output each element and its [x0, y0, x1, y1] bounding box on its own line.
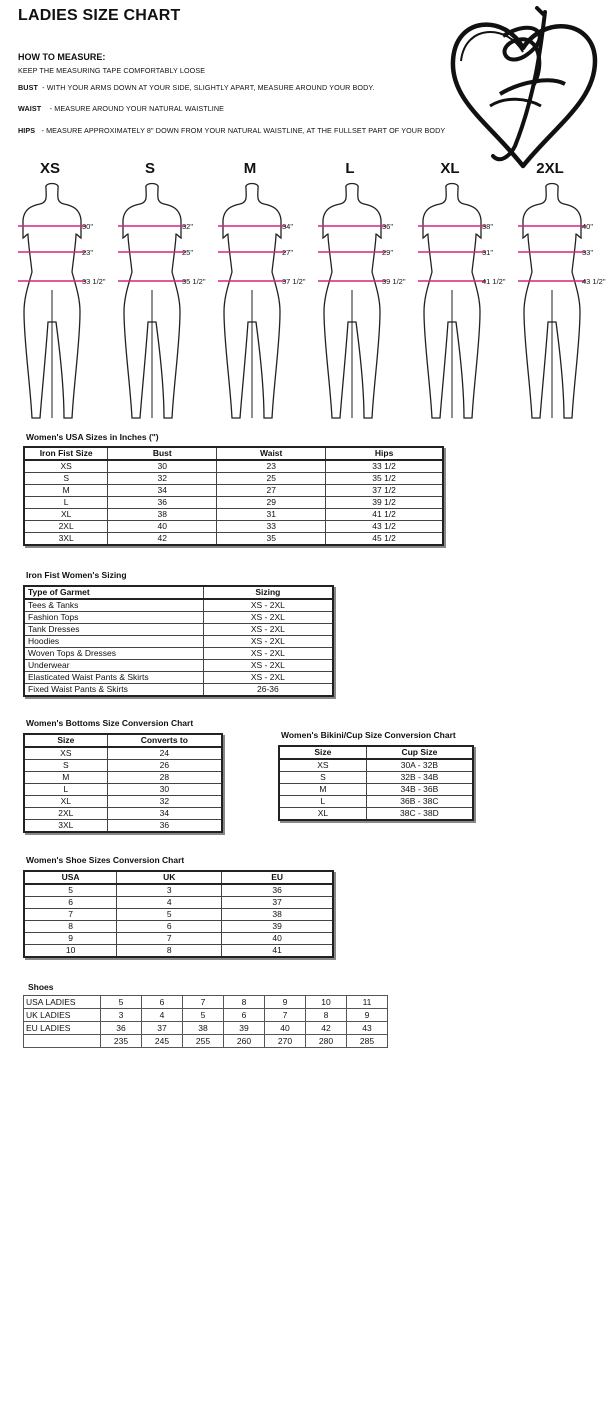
table-row — [24, 933, 333, 945]
table-row — [24, 684, 333, 697]
table-cell: XS - 2XL — [203, 624, 333, 636]
mannequin-icon — [518, 182, 590, 422]
table-row — [279, 784, 473, 796]
table-cell: 5 — [24, 884, 117, 897]
table-cell: 235 — [101, 1035, 142, 1048]
table-cell: 30 — [107, 784, 222, 796]
table-cell: 40 — [222, 933, 333, 945]
table-cell: 9 — [347, 1009, 388, 1022]
figure-size-label: XL — [440, 160, 460, 177]
table-cell: XS - 2XL — [203, 636, 333, 648]
bust-label: BUST — [18, 83, 38, 92]
table-cell: 26-36 — [203, 684, 333, 697]
table-header-row — [279, 746, 473, 759]
table-cell: 6 — [142, 996, 183, 1009]
bottoms-conversion-table — [23, 733, 223, 833]
table-cell: 7 — [24, 909, 117, 921]
bust-text: - WITH YOUR ARMS DOWN AT YOUR SIDE, SLIGHTLY APART, MEASURE AROUND YOUR BODY. — [42, 83, 375, 92]
table-cell: 9 — [265, 996, 306, 1009]
figure-size-label: 2XL — [536, 160, 564, 177]
table-cell: 280 — [306, 1035, 347, 1048]
table-cell: 41 — [222, 945, 333, 958]
table-row — [24, 1035, 388, 1048]
waist-label: WAIST — [18, 104, 42, 113]
table-cell: XS - 2XL — [203, 648, 333, 660]
shoes-table — [23, 995, 388, 1048]
table-cell: XS — [24, 747, 107, 760]
table-cell: UK LADIES — [24, 1009, 101, 1022]
hips-label: HIPS — [18, 126, 36, 135]
bust-measurement: 34" — [282, 222, 294, 231]
table-row — [24, 784, 222, 796]
table-row — [24, 945, 333, 958]
shoe-sizes-title: Women's Shoe Sizes Conversion Chart — [26, 855, 185, 865]
hips-measurement: 35 1/2" — [182, 277, 206, 286]
table-cell: 285 — [347, 1035, 388, 1048]
mannequin-icon — [118, 182, 190, 422]
table-cell: 8 — [24, 921, 117, 933]
table-row — [24, 820, 222, 833]
table-row — [279, 808, 473, 821]
waist-text: - MEASURE AROUND YOUR NATURAL WAISTLINE — [49, 104, 225, 113]
table-cell: 24 — [107, 747, 222, 760]
bust-instruction — [18, 83, 374, 92]
table-row — [24, 897, 333, 909]
table-cell: 8 — [306, 1009, 347, 1022]
table-cell: 39 — [224, 1022, 265, 1035]
table-row — [279, 759, 473, 772]
figure-size-label: M — [243, 160, 257, 177]
hips-measurement: 33 1/2" — [82, 277, 106, 286]
table-cell: 3XL — [24, 533, 108, 546]
table-cell: 270 — [265, 1035, 306, 1048]
column-header: Waist — [217, 447, 326, 460]
figure-size-label: XS — [39, 160, 60, 177]
table-cell: EU LADIES — [24, 1022, 101, 1035]
table-cell: 43 — [347, 1022, 388, 1035]
table-cell: M — [24, 772, 107, 784]
table-row — [24, 460, 443, 473]
table-cell: 38C - 38D — [366, 808, 473, 821]
column-header: Size — [24, 734, 107, 747]
table-cell: XS — [24, 460, 108, 473]
table-cell: 2XL — [24, 521, 108, 533]
usa-sizes-title: Women's USA Sizes in Inches (") — [26, 432, 159, 442]
table-cell: Woven Tops & Dresses — [24, 648, 203, 660]
sizing-title: Iron Fist Women's Sizing — [26, 570, 127, 580]
bottoms-title: Women's Bottoms Size Conversion Chart — [26, 718, 194, 728]
table-row — [24, 921, 333, 933]
column-header: Bust — [108, 447, 217, 460]
table-cell: M — [24, 485, 108, 497]
waist-measurement: 33" — [582, 248, 594, 257]
table-cell: XS — [279, 759, 366, 772]
table-row — [24, 808, 222, 820]
column-header: Sizing — [203, 586, 333, 599]
table-cell: 8 — [117, 945, 222, 958]
table-row — [24, 672, 333, 684]
hips-measurement: 37 1/2" — [282, 277, 306, 286]
table-cell: 36 — [107, 820, 222, 833]
hips-measurement: 41 1/2" — [482, 277, 506, 286]
column-header: Iron Fist Size — [24, 447, 108, 460]
table-cell: Underwear — [24, 660, 203, 672]
table-row — [24, 660, 333, 672]
table-cell: 255 — [183, 1035, 224, 1048]
table-cell: 2XL — [24, 808, 107, 820]
table-row — [24, 648, 333, 660]
table-row — [24, 485, 443, 497]
mannequin-icon — [218, 182, 290, 422]
table-row — [24, 796, 222, 808]
figure-size-label: L — [345, 160, 355, 177]
table-cell: 32B - 34B — [366, 772, 473, 784]
bust-measurement: 32" — [182, 222, 194, 231]
table-cell: 42 — [306, 1022, 347, 1035]
table-cell: 3 — [101, 1009, 142, 1022]
table-cell: XL — [24, 796, 107, 808]
table-cell: Tank Dresses — [24, 624, 203, 636]
table-cell: 28 — [107, 772, 222, 784]
table-cell: XS - 2XL — [203, 672, 333, 684]
mannequin-icon — [18, 182, 90, 422]
table-cell: 29 — [217, 497, 326, 509]
column-header: USA — [24, 871, 117, 884]
table-cell: XS - 2XL — [203, 660, 333, 672]
table-row — [24, 473, 443, 485]
table-cell: 6 — [24, 897, 117, 909]
bust-measurement: 30" — [82, 222, 94, 231]
table-cell: XL — [279, 808, 366, 821]
mannequin-icon — [418, 182, 490, 422]
table-row — [24, 612, 333, 624]
table-row — [24, 533, 443, 546]
column-header: Type of Garmet — [24, 586, 203, 599]
table-cell: 9 — [24, 933, 117, 945]
mannequin-figure — [418, 160, 506, 426]
bust-measurement: 40" — [582, 222, 594, 231]
table-cell: 43 1/2 — [326, 521, 443, 533]
table-cell: 32 — [107, 796, 222, 808]
waist-instruction — [18, 104, 224, 113]
table-cell: 36 — [101, 1022, 142, 1035]
table-cell: 35 — [217, 533, 326, 546]
table-row — [24, 636, 333, 648]
table-cell: L — [279, 796, 366, 808]
table-row — [24, 1009, 388, 1022]
table-cell: 5 — [101, 996, 142, 1009]
table-row — [24, 599, 333, 612]
table-cell: 11 — [347, 996, 388, 1009]
table-cell — [24, 1035, 101, 1048]
table-cell: 41 1/2 — [326, 509, 443, 521]
how-to-intro: KEEP THE MEASURING TAPE COMFORTABLY LOOSE — [18, 66, 206, 75]
garment-sizing-table — [23, 585, 334, 697]
table-cell: 42 — [108, 533, 217, 546]
page-title: LADIES SIZE CHART — [18, 7, 181, 24]
table-cell: S — [279, 772, 366, 784]
bust-measurement: 38" — [482, 222, 494, 231]
table-row — [24, 996, 388, 1009]
table-cell: 36 — [222, 884, 333, 897]
column-header: UK — [117, 871, 222, 884]
table-row — [24, 1022, 388, 1035]
table-cell: 33 1/2 — [326, 460, 443, 473]
table-cell: 245 — [142, 1035, 183, 1048]
waist-measurement: 23" — [82, 248, 94, 257]
usa-sizes-table — [23, 446, 444, 546]
column-header: Size — [279, 746, 366, 759]
mannequin-icon — [318, 182, 390, 422]
table-cell: Elasticated Waist Pants & Skirts — [24, 672, 203, 684]
column-header: Hips — [326, 447, 443, 460]
table-row — [24, 884, 333, 897]
table-cell: S — [24, 473, 108, 485]
hips-text: - MEASURE APPROXIMATELY 8" DOWN FROM YOUR NATURAL WAISTLINE, AT THE FULLSET PART OF YOUR BODY — [41, 126, 446, 135]
table-cell: 34 — [107, 808, 222, 820]
table-cell: 30A - 32B — [366, 759, 473, 772]
table-cell: 27 — [217, 485, 326, 497]
table-cell: Fashion Tops — [24, 612, 203, 624]
table-cell: 31 — [217, 509, 326, 521]
table-cell: 40 — [108, 521, 217, 533]
hips-instruction — [18, 126, 445, 135]
table-cell: 7 — [117, 933, 222, 945]
table-header-row — [24, 871, 333, 884]
table-cell: 5 — [117, 909, 222, 921]
table-cell: 4 — [142, 1009, 183, 1022]
table-cell: Fixed Waist Pants & Skirts — [24, 684, 203, 697]
iron-fist-heart-logo-icon — [445, 6, 603, 171]
shoe-sizes-table — [23, 870, 334, 958]
table-cell: 35 1/2 — [326, 473, 443, 485]
table-cell: 7 — [265, 1009, 306, 1022]
table-cell: 37 — [222, 897, 333, 909]
column-header: Cup Size — [366, 746, 473, 759]
table-row — [24, 772, 222, 784]
table-row — [24, 497, 443, 509]
hips-measurement: 39 1/2" — [382, 277, 406, 286]
mannequin-figure — [18, 160, 106, 426]
table-row — [24, 509, 443, 521]
table-cell: 37 1/2 — [326, 485, 443, 497]
shoes-title: Shoes — [28, 982, 54, 992]
table-cell: 6 — [117, 921, 222, 933]
table-cell: XL — [24, 509, 108, 521]
bikini-cup-table — [278, 745, 474, 821]
bikini-title: Women's Bikini/Cup Size Conversion Chart — [281, 730, 456, 740]
table-cell: 260 — [224, 1035, 265, 1048]
table-cell: 37 — [142, 1022, 183, 1035]
table-cell: 40 — [265, 1022, 306, 1035]
table-cell: Hoodies — [24, 636, 203, 648]
waist-measurement: 27" — [282, 248, 294, 257]
table-cell: 38 — [183, 1022, 224, 1035]
table-cell: 36 — [108, 497, 217, 509]
table-cell: 32 — [108, 473, 217, 485]
waist-measurement: 25" — [182, 248, 194, 257]
table-cell: USA LADIES — [24, 996, 101, 1009]
table-cell: 4 — [117, 897, 222, 909]
table-cell: 3XL — [24, 820, 107, 833]
table-header-row — [24, 586, 333, 599]
table-cell: 34 — [108, 485, 217, 497]
mannequin-figure — [318, 160, 406, 426]
table-cell: 33 — [217, 521, 326, 533]
table-row — [24, 624, 333, 636]
table-row — [24, 909, 333, 921]
waist-measurement: 29" — [382, 248, 394, 257]
table-cell: 26 — [107, 760, 222, 772]
mannequin-figure — [118, 160, 206, 426]
hips-measurement: 43 1/2" — [582, 277, 606, 286]
table-cell: 10 — [306, 996, 347, 1009]
table-row — [24, 760, 222, 772]
mannequin-figure — [518, 160, 606, 426]
bust-measurement: 36" — [382, 222, 394, 231]
table-cell: 36B - 38C — [366, 796, 473, 808]
waist-measurement: 31" — [482, 248, 494, 257]
table-cell: 45 1/2 — [326, 533, 443, 546]
table-cell: 6 — [224, 1009, 265, 1022]
table-cell: 38 — [222, 909, 333, 921]
table-cell: 8 — [224, 996, 265, 1009]
table-cell: L — [24, 784, 107, 796]
table-row — [24, 747, 222, 760]
table-cell: XS - 2XL — [203, 599, 333, 612]
table-header-row — [24, 734, 222, 747]
column-header: EU — [222, 871, 333, 884]
table-cell: XS - 2XL — [203, 612, 333, 624]
table-cell: 39 1/2 — [326, 497, 443, 509]
table-cell: 3 — [117, 884, 222, 897]
table-cell: 7 — [183, 996, 224, 1009]
mannequin-figure — [218, 160, 306, 426]
table-cell: 34B - 36B — [366, 784, 473, 796]
table-cell: S — [24, 760, 107, 772]
table-row — [279, 796, 473, 808]
table-header-row — [24, 447, 443, 460]
table-cell: 39 — [222, 921, 333, 933]
table-cell: 38 — [108, 509, 217, 521]
figure-size-label: S — [144, 160, 155, 177]
table-row — [279, 772, 473, 784]
table-cell: 30 — [108, 460, 217, 473]
how-to-heading: HOW TO MEASURE: — [18, 52, 106, 62]
table-row — [24, 521, 443, 533]
table-cell: 5 — [183, 1009, 224, 1022]
table-cell: 25 — [217, 473, 326, 485]
table-cell: 23 — [217, 460, 326, 473]
table-cell: L — [24, 497, 108, 509]
column-header: Converts to — [107, 734, 222, 747]
table-cell: Tees & Tanks — [24, 599, 203, 612]
table-cell: M — [279, 784, 366, 796]
table-cell: 10 — [24, 945, 117, 958]
